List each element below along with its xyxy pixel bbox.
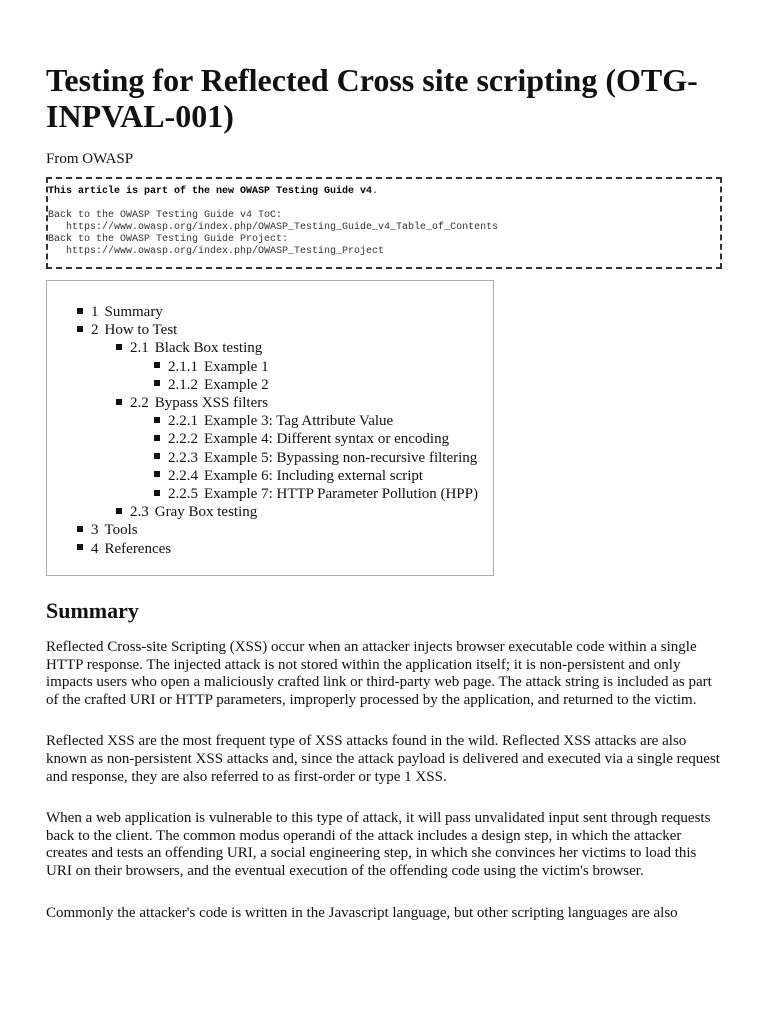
square-bullet-icon [154, 417, 160, 423]
toc-item[interactable] [47, 321, 493, 339]
toc-item-label[interactable]: Example 3: Tag Attribute Value [204, 413, 394, 430]
toc-item-number: 3 [91, 522, 99, 539]
toc-item[interactable] [47, 358, 493, 376]
summary-paragraph-3: When a web application is vulnerable to this type of attack, it will pass unvalidated input sent through requests back to the client. The common modus operandi of the attack includes a design step, in which the attacker creates and tests an offending URI, a social engineering step, in which she convinces her victims to load this URI on their browsers, and the eventual execution of the offending code using the victim's browser. [46, 810, 711, 879]
notice-headline: This article is part of the new OWASP Testing Guide v4 [48, 186, 373, 197]
square-bullet-icon [154, 435, 160, 441]
toc-item-label[interactable]: Example 4: Different syntax or encoding [204, 431, 450, 448]
notice-toc-url[interactable]: https://www.owasp.org/index.php/OWASP_Testing_Guide_v4_Table_of_Contents [66, 222, 499, 233]
toc-item-label[interactable]: How to Test [104, 322, 178, 339]
toc-item-label[interactable]: Example 1 [204, 358, 269, 375]
table-of-contents [46, 280, 494, 576]
toc-item[interactable] [47, 467, 493, 485]
notice-project-label: Back to the OWASP Testing Guide Project: [48, 234, 289, 245]
toc-item-number: 2.2.5 [168, 486, 198, 503]
toc-item[interactable] [47, 521, 493, 539]
square-bullet-icon [154, 471, 160, 477]
toc-item-number: 2.2.2 [168, 431, 198, 448]
summary-paragraph-2: Reflected XSS are the most frequent type of XSS attacks found in the wild. Reflected XSS attacks are also known as non-persistent XSS attacks and, since the attack payload is delivered and executed via a single request and response, they are also referred to as first-order or type 1 XSS. [46, 733, 720, 785]
toc-item-label[interactable]: Example 7: HTTP Parameter Pollution (HPP) [204, 486, 478, 503]
toc-item-label[interactable]: Black Box testing [154, 340, 263, 357]
square-bullet-icon [154, 453, 160, 459]
summary-heading: Summary [46, 598, 139, 623]
toc-item[interactable] [47, 376, 493, 394]
toc-item-number: 2.2.3 [168, 449, 198, 466]
source-line: From OWASP [46, 151, 134, 167]
square-bullet-icon [77, 308, 83, 314]
toc-item-number: 2.1.2 [168, 376, 198, 393]
toc-item-number: 1 [91, 304, 99, 320]
toc-item-number: 2 [91, 322, 99, 339]
summary-paragraph-1: Reflected Cross-site Scripting (XSS) occur when an attacker injects browser executable code within a single HTTP response. The injected attack is not stored within the application itself; it is non-persistent and only impacts users who open a maliciously crafted link or third-party web page. The attack string is included as part of the crafted URI or HTTP parameters, improperly processed by the application, and returned to the victim. [46, 639, 712, 708]
square-bullet-icon [116, 508, 122, 514]
square-bullet-icon [154, 380, 160, 386]
square-bullet-icon [77, 544, 83, 550]
notice-headline-period: . [372, 186, 379, 197]
toc-item-number: 2.2.4 [168, 467, 198, 484]
toc-item-label[interactable]: Gray Box testing [154, 504, 258, 521]
summary-paragraph-4: Commonly the attacker's code is written in the Javascript language, but other scripting languages are also [46, 904, 678, 921]
toc-item-number: 2.2 [130, 395, 149, 412]
toc-item-label[interactable]: Tools [104, 522, 138, 539]
page-title: Testing for Reflected Cross site scripting (OTG-INPVAL-001) [46, 62, 698, 134]
square-bullet-icon [77, 326, 83, 332]
toc-item-number: 2.2.1 [168, 413, 198, 430]
toc-item-number: 2.1 [130, 340, 149, 357]
article [46, 62, 722, 922]
toc-item-label[interactable]: Example 5: Bypassing non-recursive filtering [204, 449, 478, 466]
toc-item-label[interactable]: Example 6: Including external script [204, 467, 424, 484]
toc-list [47, 303, 493, 558]
toc-item[interactable] [47, 394, 493, 412]
square-bullet-icon [116, 399, 122, 405]
toc-item-label[interactable]: Bypass XSS filters [154, 395, 269, 412]
toc-item[interactable] [47, 485, 493, 503]
toc-item[interactable] [47, 303, 493, 321]
toc-item[interactable] [47, 412, 493, 430]
toc-item-label[interactable]: References [104, 540, 172, 557]
toc-item[interactable] [47, 430, 493, 448]
toc-item-label[interactable]: Example 2 [204, 376, 269, 393]
toc-item-number: 2.3 [130, 504, 149, 521]
square-bullet-icon [77, 526, 83, 532]
toc-item[interactable] [47, 503, 493, 521]
square-bullet-icon [154, 362, 160, 368]
square-bullet-icon [154, 490, 160, 496]
toc-item-number: 2.1.1 [168, 358, 198, 375]
toc-item[interactable] [47, 540, 493, 558]
toc-item[interactable] [47, 339, 493, 357]
guide-notice-box [46, 177, 722, 269]
toc-item[interactable] [47, 449, 493, 467]
toc-item-number: 4 [91, 540, 99, 557]
notice-project-url[interactable]: https://www.owasp.org/index.php/OWASP_Testing_Project [66, 246, 385, 257]
square-bullet-icon [116, 344, 122, 350]
notice-toc-label: Back to the OWASP Testing Guide v4 ToC: [48, 210, 283, 221]
toc-item-label[interactable]: Summary [104, 304, 163, 320]
